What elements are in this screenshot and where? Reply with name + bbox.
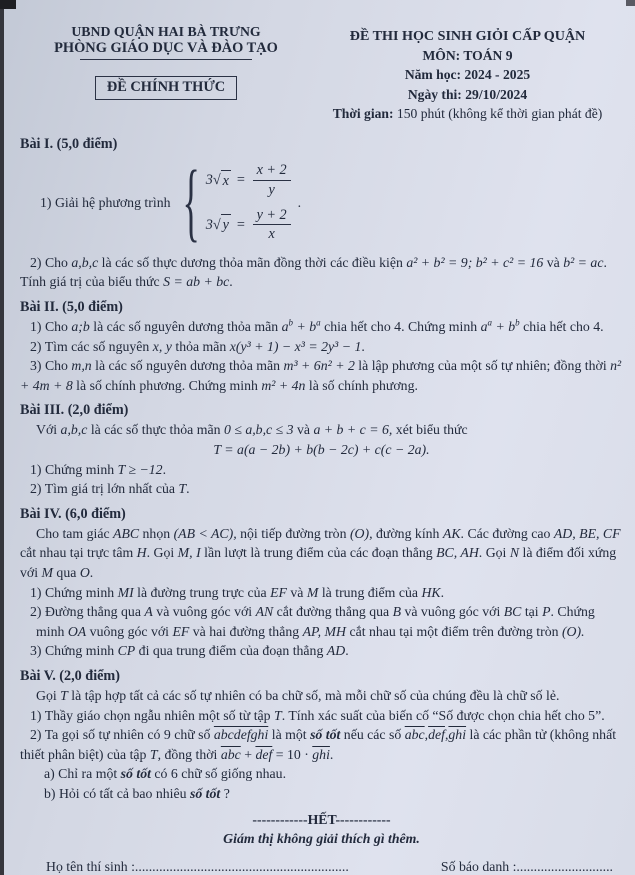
math-run: m,n	[71, 358, 92, 374]
math-run: b	[309, 318, 317, 334]
text-run: +	[240, 746, 256, 762]
candidate-name-label: Họ tên thí sinh :	[46, 858, 135, 874]
text-run: là các số thực thỏa mãn	[87, 422, 224, 438]
math-run: (AB < AC),	[173, 525, 237, 541]
text-run: .	[162, 461, 167, 477]
math-run: ABC	[113, 525, 140, 541]
text-run: là các số nguyên dương thỏa mãn	[89, 318, 282, 334]
problem-5-part-2b	[20, 784, 623, 804]
text-run: 2) Tìm các số nguyên	[30, 338, 153, 354]
overline-number: abcdefghi	[213, 727, 269, 743]
math-run: M	[306, 584, 319, 600]
problem-1-part-1	[20, 152, 623, 251]
math-run: a,b,c	[60, 422, 88, 438]
math-run: T ≥ −12	[117, 461, 163, 477]
fraction	[253, 207, 291, 243]
text-run: , đồng thời	[157, 746, 221, 762]
math-run: H	[136, 545, 147, 561]
emphasis-run: số tốt	[310, 727, 341, 743]
math-run: A	[144, 604, 153, 620]
text-run: 2) Đường thẳng qua	[30, 604, 145, 620]
text-run: và	[286, 584, 307, 600]
problem-4-part-3	[20, 641, 623, 661]
overline-number: $\overline{def}$	[255, 746, 273, 762]
radicand: y	[221, 214, 231, 235]
overline-number: $\overline{def}$	[428, 727, 445, 743]
problem-2-part-1	[20, 317, 623, 337]
math-run: M, I	[177, 545, 201, 561]
equals-sign: =	[235, 216, 246, 233]
text-run: . Gọi	[478, 545, 510, 561]
issuing-authority-block	[20, 24, 312, 123]
equals-sign: =	[235, 172, 246, 189]
overline-number: $\overline{abc}$	[220, 746, 241, 762]
radicand: x	[221, 170, 231, 191]
math-run: a² + b² = 9; b² + c² = 16	[406, 254, 544, 270]
text-run: a) Chỉ ra một	[44, 766, 121, 782]
photo-corner-mark	[0, 0, 16, 9]
exam-subject: MÔN: TOÁN 9	[422, 48, 513, 63]
problem-3-expression: T = a(a − 2b) + b(b − 2c) + c(c − 2a).	[213, 442, 430, 458]
math-run: CP	[117, 643, 136, 659]
math-run: m³ + 6n² + 2	[283, 358, 355, 374]
text-run: Với	[36, 422, 61, 438]
math-run: AK	[442, 525, 461, 541]
text-run: .	[440, 584, 445, 600]
exponent: b	[515, 317, 520, 328]
math-run: 3	[205, 172, 213, 189]
dotted-line: ............................	[516, 858, 613, 874]
text-run: Gọi	[36, 688, 61, 704]
text-run: 1) Chứng minh	[30, 584, 118, 600]
text-run: đường kính	[372, 525, 443, 541]
sentence-end: .	[297, 194, 302, 210]
math-run: 3	[205, 216, 213, 233]
text-run: 2) Tìm giá trị lớn nhất của	[30, 481, 179, 497]
denominator: y	[268, 181, 275, 198]
duration-label: Thời gian:	[332, 105, 394, 121]
overline-number: $\overline{abc}$	[404, 727, 425, 743]
math-run: a + b + c = 6,	[313, 422, 393, 438]
proctor-note: Giám thị không giải thích gì thêm.	[223, 831, 420, 847]
exponent: b	[288, 317, 293, 328]
text-run: xét biểu thức	[392, 422, 468, 438]
numerator: y + 2	[253, 207, 291, 225]
text-run: 1) Thầy giáo chọn ngẫu nhiên một số từ tập	[30, 707, 275, 723]
official-exam-stamp: ĐỀ CHÍNH THỨC	[95, 76, 237, 100]
math-run: n² + 4m + 8	[20, 358, 622, 393]
math-run: b² = ac	[563, 254, 604, 270]
exam-date: Ngày thi: 29/10/2024	[407, 86, 528, 102]
math-run: m² + 4n	[261, 377, 306, 393]
exam-duration	[312, 104, 623, 123]
problem-3-intro	[20, 420, 623, 440]
exam-title-block	[312, 24, 623, 123]
candidate-name-field	[46, 857, 349, 875]
math-run: x(y³ + 1) − x³ = 2y³ − 1	[229, 338, 362, 354]
math-run: AN	[255, 604, 274, 620]
math-run: O	[79, 565, 90, 581]
math-run: a,b,c	[71, 254, 99, 270]
text-run: .	[89, 565, 94, 581]
text-run: là các số thực dương thỏa mãn đồng thời các điều kiện	[98, 254, 407, 270]
photo-corner-mark	[626, 0, 635, 6]
text-run: b) Hỏi có tất cả bao nhiêu	[44, 786, 190, 801]
text-run: là số chính phương.	[305, 377, 418, 393]
duration-value: 150 phút (không kể thời gian phát đề)	[393, 105, 603, 121]
problem-5-part-2	[20, 725, 623, 764]
text-run: . Tính xác suất của biến cố “Số được chọn chia hết cho 5”.	[281, 707, 605, 723]
text-run: ,	[424, 727, 429, 743]
math-run: a;b	[71, 318, 90, 334]
text-run: cắt nhau tại một điểm trên đường tròn	[346, 623, 562, 639]
overline-number: $\overline{ghi}$	[312, 746, 330, 762]
text-run: đi qua trung điểm của đoạn thẳng	[135, 643, 327, 659]
problem-5-intro	[20, 686, 623, 706]
equation-row	[206, 162, 291, 198]
text-run: qua	[52, 565, 80, 581]
exponent: a	[316, 317, 321, 328]
end-marker	[20, 810, 623, 830]
fraction	[253, 162, 291, 198]
emphasis-run: số tốt	[189, 786, 221, 801]
text-run: nội tiếp đường tròn	[236, 525, 350, 541]
text-run: cắt nhau tại trực tâm	[20, 545, 137, 561]
math-run: B	[392, 604, 402, 620]
department-name: PHÒNG GIÁO DỤC VÀ ĐÀO TẠO	[54, 40, 278, 56]
math-run: AD, BE, CF	[553, 525, 621, 541]
radical-sign: √	[212, 216, 221, 233]
math-run: x, y	[152, 338, 172, 354]
problem-2-part-3	[20, 356, 623, 395]
problem-1-part-2	[20, 253, 623, 292]
text-run: và hai đường thẳng	[189, 623, 303, 639]
text-run: chia hết cho 4. Chứng minh	[320, 318, 481, 334]
math-run: BC, AH	[436, 545, 479, 561]
text-run: .	[361, 338, 365, 354]
math-run: EF	[172, 623, 190, 639]
math-run: b	[508, 318, 516, 334]
text-run: = 10 ·	[272, 746, 313, 762]
math-run: P	[542, 604, 551, 620]
problem-1-title: Bài I. (5,0 điểm)	[20, 136, 118, 153]
text-run: .	[329, 746, 334, 762]
problem-3-part-1	[20, 460, 623, 480]
text-run: 1) Chứng minh	[30, 461, 118, 477]
candidate-number-field	[441, 857, 613, 875]
text-run: là tập hợp tất cả các số tự nhiên có ba chữ số, mà mỗi chữ số của chúng đều là chữ số lẻ.	[67, 688, 560, 704]
text-run: là lập phương của một số tự nhiên; đồng thời	[354, 358, 611, 374]
text-run: nhọn	[139, 525, 174, 541]
math-run: T	[178, 481, 187, 497]
problem-4-part-1	[20, 583, 623, 603]
math-run: +	[293, 318, 310, 334]
text-run: . Gọi	[146, 545, 178, 561]
text-run: nếu các số	[340, 727, 405, 743]
text-run: cắt đường thẳng qua	[273, 604, 393, 620]
math-run: T	[60, 688, 68, 704]
text-run: 1) Cho	[30, 318, 72, 334]
text-run: lần lượt là trung điểm của các đoạn thẳng	[200, 545, 437, 561]
problem-5-title: Bài V. (2,0 điểm)	[20, 667, 120, 684]
math-run: T	[274, 707, 282, 723]
problem-2-part-2	[20, 337, 623, 357]
equation-row	[206, 207, 291, 243]
text-run: 2) Ta gọi số tự nhiên có 9 chữ số	[30, 727, 214, 743]
text-run: .	[229, 274, 233, 290]
problem-5-part-2a	[20, 764, 623, 784]
header	[0, 0, 635, 125]
math-run: S = ab + bc	[163, 274, 230, 290]
math-run: MI	[117, 584, 134, 600]
problem-4-intro	[20, 524, 623, 583]
emphasis-run: số tốt	[120, 766, 151, 782]
math-run: a	[480, 318, 488, 334]
text-run: là trung điểm của	[318, 584, 422, 600]
overline-number: $\overline{ghi}$	[448, 727, 467, 743]
math-run: AP, MH	[302, 623, 347, 639]
text-run: là điểm đối xứng với	[20, 545, 617, 581]
math-run: HK	[421, 584, 441, 600]
text-run: ?	[220, 786, 230, 801]
dash-run: ------------	[252, 811, 308, 827]
math-run: a	[281, 318, 289, 334]
exam-title: ĐỀ THI HỌC SINH GIỎI CẤP QUẬN	[349, 28, 586, 44]
text-run: là các số nguyên dương thỏa mãn	[91, 358, 284, 374]
text-run: thỏa mãn	[171, 338, 230, 354]
text-run: 1) Giải hệ phương trình	[40, 194, 171, 210]
text-run: là đường trung trực của	[133, 584, 271, 600]
system-brace: {	[182, 152, 200, 251]
equation-system	[206, 156, 291, 248]
text-run: Cho tam giác	[36, 525, 114, 541]
text-run: chia hết cho 4.	[519, 318, 604, 334]
math-run: (O).	[561, 623, 585, 639]
school-year: Năm học: 2024 - 2025	[404, 67, 531, 83]
numerator: x + 2	[253, 162, 291, 180]
text-run: . Tính giá trị của biểu thức	[20, 254, 607, 290]
authority-name: UBND QUẬN HAI BÀ TRƯNG	[71, 24, 261, 39]
text-run: ,	[444, 727, 449, 743]
text-run: và vuông góc với	[152, 604, 256, 620]
math-run: +	[492, 318, 509, 334]
text-run: .	[186, 481, 190, 497]
photo-left-edge	[0, 0, 4, 875]
text-run: là một	[268, 727, 311, 743]
text-run: . Các đường cao	[460, 525, 554, 541]
text-run: là số chính phương. Chứng minh	[72, 377, 262, 393]
math-run: 0 ≤ a,b,c ≤ 3	[223, 422, 294, 438]
math-run: N	[509, 545, 520, 561]
problem-3-title: Bài III. (2,0 điểm)	[20, 402, 129, 419]
text-run: là các phần tử (không nhất thiết phân biệt) của tập	[20, 727, 617, 762]
math-run: (O),	[349, 525, 373, 541]
text-run: và	[543, 254, 564, 270]
text-run: . Chứng minh	[36, 604, 595, 639]
candidate-number-label: Số báo danh :	[440, 858, 517, 874]
text-run: .	[345, 643, 349, 659]
dotted-line: ..............................................................	[134, 858, 349, 874]
math-run: AD	[326, 643, 346, 659]
candidate-info-row	[20, 849, 623, 875]
math-run: OA	[67, 623, 87, 639]
math-run: M	[41, 565, 53, 581]
denominator: x	[268, 226, 275, 243]
radical-sign: √	[212, 172, 221, 189]
text-run: và vuông góc với	[401, 604, 504, 620]
text-run: tại	[521, 604, 543, 620]
exam-body	[0, 125, 635, 875]
text-run: 2) Cho	[30, 254, 72, 270]
end-label: HẾT	[307, 811, 336, 827]
text-run: có 6 chữ số giống nhau.	[150, 766, 287, 782]
problem-5-part-1	[20, 706, 623, 726]
text-run: và	[293, 422, 314, 438]
problem-4-part-2	[20, 602, 623, 641]
problem-4-title: Bài IV. (6,0 điểm)	[20, 505, 126, 522]
math-run: EF	[270, 584, 287, 600]
text-run: vuông góc với	[86, 623, 173, 639]
problem-2-title: Bài II. (5,0 điểm)	[20, 298, 123, 315]
math-run: T	[149, 746, 158, 762]
problem-3-part-2	[20, 479, 623, 499]
dash-run: ------------	[335, 811, 391, 827]
math-run: BC	[503, 604, 522, 620]
exponent: a	[487, 317, 493, 328]
text-run: 3) Chứng minh	[30, 643, 118, 659]
text-run: 3) Cho	[30, 358, 72, 374]
